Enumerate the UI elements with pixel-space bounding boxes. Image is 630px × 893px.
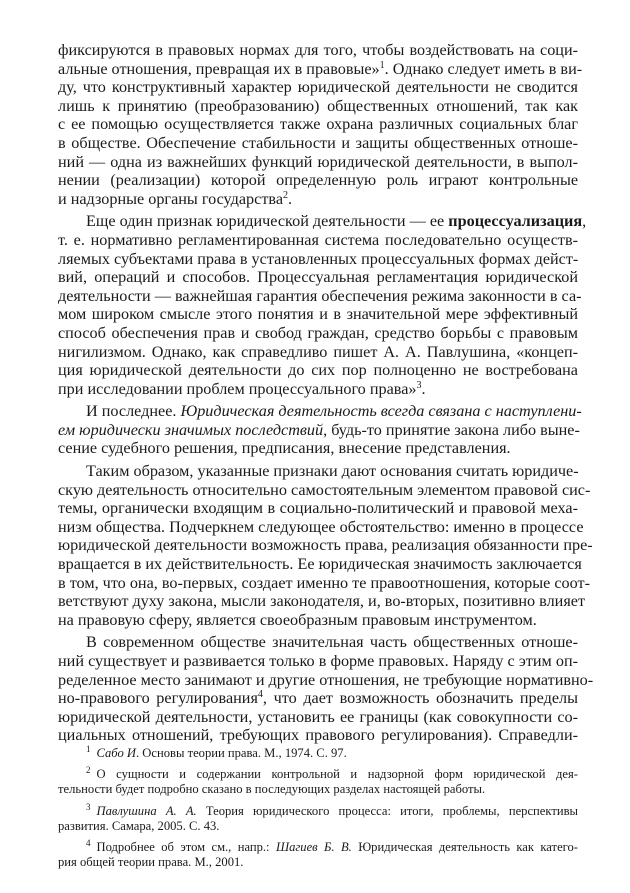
- text-segment: с ее помощью осуществляется также охрана различных социальных благ: [58, 115, 578, 134]
- paragraph: [58, 41, 583, 208]
- text-line: [58, 268, 578, 287]
- text-line: [58, 592, 586, 611]
- text-segment: ,: [582, 212, 587, 231]
- text-segment: В современном обществе значительная часть общественных отноше-: [86, 633, 578, 652]
- text-line: [58, 439, 578, 458]
- text-segment: Юридическая деятельность как катего-: [351, 840, 578, 855]
- text-segment: ределенное место занимают и другие отношения, не требующие нормативно-: [58, 670, 594, 689]
- text-line: [58, 41, 578, 60]
- text-segment: , что дает возможность обозначить пределы: [262, 689, 578, 708]
- text-segment: Шагиев Б. В.: [275, 840, 352, 855]
- text-segment: .: [288, 189, 293, 208]
- text-line: [58, 462, 578, 481]
- text-segment: вращается в их действительность. Ее юридическая значимость заключается: [58, 555, 582, 574]
- text-segment: юридической деятельности, установить ее границы (как совокупности со-: [58, 707, 578, 726]
- footnote-line: [58, 855, 578, 870]
- footnote-marker: 3: [416, 379, 422, 391]
- paragraph: [58, 462, 593, 629]
- text-segment: Юридическая деятельность всегда связана с наступлени-: [180, 402, 582, 421]
- text-line: [58, 59, 583, 79]
- text-line: [58, 633, 578, 652]
- text-segment: .: [421, 379, 426, 398]
- footnote-marker: 1: [379, 59, 385, 71]
- text-line: [58, 305, 578, 324]
- text-line: [58, 361, 578, 380]
- text-segment: . Основы теории права. М., 1974. С. 97.: [136, 746, 347, 760]
- text-segment: ветствуют духу закона, мысли законодателя, и, во-вторых, позитивно влияет: [58, 592, 586, 611]
- text-line: [58, 190, 578, 209]
- text-segment: сение судебного решения, предписания, внесение представления.: [58, 439, 511, 458]
- text-segment: юридической деятельности возможность права, реализация обязанности пре-: [58, 536, 593, 555]
- text-segment: нении (реализации) которой определенную роль играют контрольные: [58, 171, 578, 190]
- text-line: [58, 380, 578, 399]
- text-line: [58, 250, 578, 269]
- text-segment: циальных отношений, требующих правового регулирования). Справедли-: [58, 726, 578, 745]
- text-segment: ляемых субъектами права в установленных процессуальных формах дейст-: [58, 249, 579, 268]
- paragraph: [58, 212, 587, 398]
- text-line: [58, 231, 578, 250]
- text-line: [58, 97, 578, 116]
- footnote-line: [58, 840, 578, 855]
- text-segment: И последнее.: [86, 402, 181, 421]
- text-segment: ду, что конструктивный характер юридической деятельности не сводится: [58, 78, 578, 97]
- text-line: [58, 343, 578, 362]
- footnote: [58, 801, 578, 834]
- footnote: [58, 746, 578, 761]
- footnote-line: [58, 746, 578, 761]
- text-line: [58, 286, 582, 306]
- footnote: [58, 767, 578, 797]
- text-line: [58, 171, 578, 190]
- footnote: [58, 840, 578, 870]
- text-line: [58, 670, 594, 690]
- text-segment: скую деятельность относительно самостоятельным элементом правовой сис-: [58, 480, 591, 499]
- footnote-marker: 2: [283, 189, 289, 201]
- text-line: [58, 324, 578, 343]
- text-line: [58, 153, 578, 172]
- text-line: [58, 499, 578, 518]
- footnote-marker: 4: [86, 838, 91, 849]
- text-segment: нигилизмом. Однако, как справедливо пишет А. А. Павлушина, «концеп-: [58, 342, 578, 361]
- text-line: [58, 402, 582, 421]
- text-segment: деятельности — важнейшая гарантия обеспечения режима законности в са-: [58, 286, 582, 305]
- text-segment: вий, операций и способов. Процессуальная регламентация юридической: [58, 268, 578, 287]
- text-segment: лишь к принятию (преобразованию) общественных отношений, так как: [58, 96, 578, 115]
- text-segment: но-правового регулирования: [58, 689, 258, 708]
- text-segment: на правовую сферу, является своеобразным правовым инструментом.: [58, 610, 537, 629]
- text-line: [58, 536, 593, 555]
- text-segment: фиксируются в правовых нормах для того, чтобы воздействовать на соци-: [58, 41, 578, 59]
- footnote-marker: 3: [86, 801, 91, 812]
- body-text: [58, 41, 594, 745]
- text-line: [58, 726, 578, 745]
- text-line: [58, 212, 587, 231]
- footnote-line: [58, 819, 578, 834]
- text-segment: ем юридически значимых последствий: [58, 420, 324, 439]
- text-segment: рия общей теории права. М., 2001.: [58, 855, 244, 870]
- text-segment: Таким образом, указанные признаки дают основания считать юридиче-: [86, 462, 579, 481]
- text-segment: Еще один признак юридической деятельности — ее: [86, 212, 449, 231]
- paragraph: [58, 633, 594, 745]
- footnote-line: [58, 782, 578, 797]
- text-line: [58, 652, 578, 671]
- footnote-marker: 4: [257, 689, 263, 701]
- text-line: [58, 689, 578, 708]
- text-segment: ний существует и развивается только в форме правовых. Наряду с этим оп-: [58, 652, 578, 670]
- footnote-marker: 2: [86, 765, 91, 776]
- footnote-line: [58, 801, 578, 819]
- text-segment: развития. Самара, 2005. С. 43.: [58, 818, 220, 833]
- text-segment: альные отношения, превращая их в правовые»: [58, 59, 380, 78]
- text-line: [58, 517, 584, 537]
- text-segment: мом широком смысле этого понятия и в значительной мере эффективный: [58, 305, 578, 324]
- text-segment: при исследовании проблем процессуального права»: [58, 379, 417, 398]
- paragraph: [58, 402, 582, 458]
- text-segment: процессуализация: [448, 212, 583, 231]
- text-line: [58, 115, 578, 134]
- text-segment: низм общества. Подчеркнем следующее обстоятельство: именно в процессе: [58, 517, 584, 536]
- text-segment: в том, что она, во-первых, создает именно те правоотношения, которые соот-: [58, 573, 590, 592]
- text-segment: , будь-то принятие закона либо выне-: [323, 420, 580, 439]
- footnotes: [58, 746, 578, 870]
- text-line: [58, 480, 591, 500]
- footnote-marker: 1: [86, 744, 91, 754]
- text-segment: темы, органически входящим в социально-политический и правовой меха-: [58, 499, 578, 518]
- text-segment: в обществе. Обеспечение стабильности и защиты общественных отноше-: [58, 133, 578, 152]
- text-line: [58, 708, 578, 727]
- text-segment: Сабо И: [96, 746, 136, 760]
- text-line: [58, 573, 590, 593]
- text-line: [58, 421, 578, 440]
- text-segment: О сущности и содержании контрольной и надзорной форм юридической дея-: [96, 767, 578, 782]
- text-segment: . Однако следует иметь в ви-: [384, 59, 583, 78]
- text-segment: Подробнее об этом см., напр.:: [96, 840, 276, 855]
- footnote-line: [58, 767, 578, 782]
- text-segment: ция юридической деятельности до сих пор полноценно не востребована: [58, 361, 578, 380]
- text-line: [58, 555, 582, 574]
- text-segment: Павлушина А. А.: [96, 803, 197, 818]
- text-segment: ний — одна из важнейших функций юридической деятельности, в выпол-: [58, 152, 578, 171]
- text-line: [58, 611, 578, 630]
- text-line: [58, 134, 578, 153]
- text-segment: тельности будет подробно сказано в последующих разделах настоящей работы.: [58, 782, 486, 797]
- text-line: [58, 78, 578, 97]
- text-segment: и надзорные органы государства: [58, 189, 284, 208]
- text-segment: способ обеспечения прав и свобод граждан, средство борьбы с правовым: [58, 323, 578, 342]
- text-segment: Теория юридического процесса: итоги, проблемы, перспективы: [196, 803, 578, 818]
- text-segment: т. е. нормативно регламентированная система последовательно осуществ-: [58, 230, 578, 249]
